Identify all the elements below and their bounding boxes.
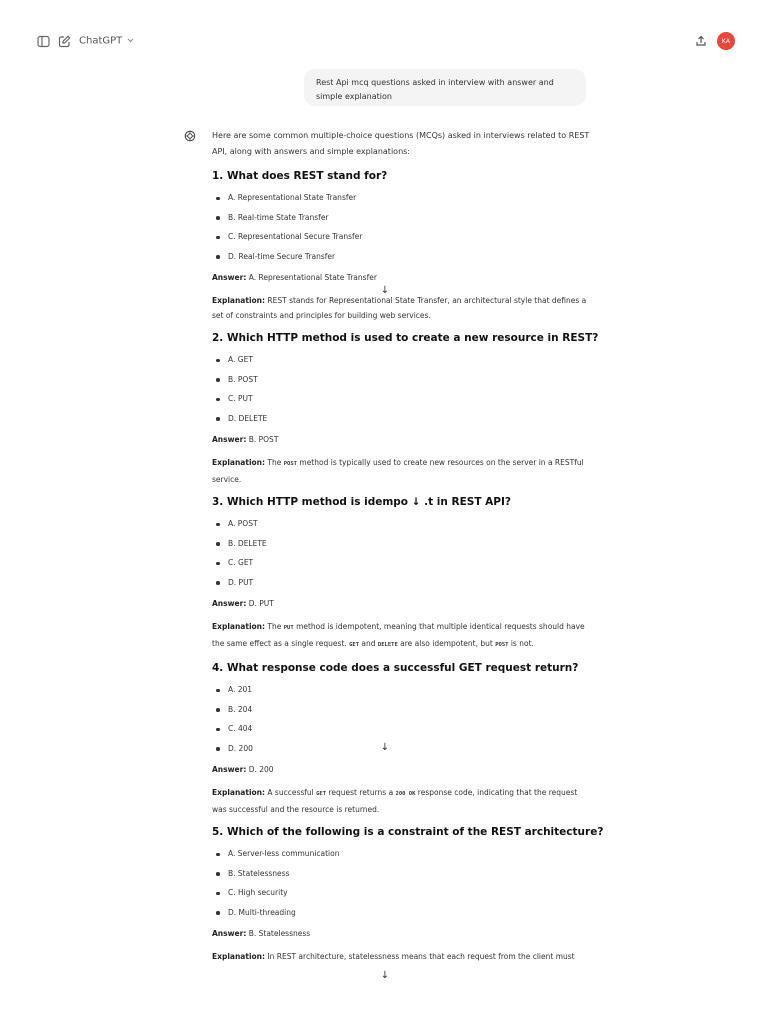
explanation-text: In REST architecture, statelessness means that each request from the client must	[267, 952, 575, 961]
answer-line	[212, 764, 592, 776]
answer-line	[212, 598, 592, 610]
answer-label: Answer:	[212, 599, 247, 608]
question-block	[212, 661, 592, 817]
option-item: D. Real-time Secure Transfer	[212, 247, 592, 267]
option-item: A. POST	[212, 514, 592, 534]
option-item: C. Representational Secure Transfer	[212, 227, 592, 247]
answer-text: D. PUT	[248, 599, 274, 608]
option-item: A. Representational State Transfer	[212, 188, 592, 208]
inline-code: PUT	[283, 625, 294, 631]
new-chat-icon[interactable]	[56, 33, 72, 49]
explanation	[212, 949, 592, 964]
explanation-label: Explanation:	[212, 458, 266, 467]
model-selector[interactable]	[79, 35, 134, 47]
option-item: D. Multi-threading	[212, 903, 592, 923]
explanation: Explanation: The POST method is typically used to create new resources on the server in a RESTful service.	[212, 458, 584, 484]
question-block	[212, 495, 592, 653]
top-bar	[0, 0, 768, 80]
answer-label: Answer:	[212, 929, 247, 938]
option-item: C. 404	[212, 719, 592, 739]
option-item: B. Statelessness	[212, 864, 592, 884]
chevron-down-icon	[127, 35, 134, 46]
explanation-label: Explanation:	[212, 788, 266, 797]
answer-line	[212, 434, 592, 446]
inline-code: GET	[349, 642, 360, 648]
inline-code: GET	[316, 791, 327, 797]
scroll-down-arrow-icon[interactable]: ↓	[380, 741, 390, 753]
answer-label: Answer:	[212, 273, 247, 282]
inline-code: DELETE	[377, 642, 398, 648]
answer-text: D. 200	[248, 765, 274, 774]
options-list	[212, 188, 592, 266]
sidebar-toggle-icon[interactable]	[35, 33, 51, 49]
answer-line	[212, 928, 592, 940]
answer-line	[212, 272, 592, 284]
option-item: B. Real-time State Transfer	[212, 208, 592, 228]
options-list	[212, 350, 592, 428]
option-item: B. POST	[212, 370, 592, 390]
option-item: A. GET	[212, 350, 592, 370]
option-item: C. PUT	[212, 389, 592, 409]
inline-code: POST	[495, 642, 509, 648]
question-title: 1. What does REST stand for?	[212, 170, 388, 182]
option-item: B. DELETE	[212, 534, 592, 554]
explanation: Explanation: A successful GET request returns a 200 OK response code, indicating that the request was successful and the resource is returned.	[212, 788, 578, 814]
scroll-down-arrow-icon[interactable]: ↓	[380, 284, 390, 296]
inline-code: POST	[283, 461, 297, 467]
response-intro: Here are some common multiple-choice questions (MCQs) asked in interviews related to REST API, along with answers and simple explanations:	[212, 131, 590, 156]
options-list	[212, 514, 592, 592]
question-title: 5. Which of the following is a constraint of the REST architecture?	[212, 826, 604, 838]
share-icon[interactable]	[693, 33, 709, 49]
question-block	[212, 331, 599, 487]
answer-text: A. Representational State Transfer	[248, 273, 377, 282]
inline-code: 200 OK	[395, 791, 416, 797]
option-item: D. 200	[212, 739, 592, 759]
avatar[interactable]: KA	[717, 32, 735, 50]
answer-text: B. Statelessness	[248, 929, 311, 938]
assistant-response	[212, 128, 604, 972]
option-item: A. Server-less communication	[212, 844, 592, 864]
answer-text: B. POST	[248, 435, 279, 444]
scroll-down-arrow-icon[interactable]: ↓	[380, 969, 390, 981]
explanation-label: Explanation:	[212, 952, 266, 961]
question-block	[212, 169, 592, 323]
explanation-label: Explanation:	[212, 622, 266, 631]
app-title: ChatGPT	[79, 35, 123, 47]
option-item: B. 204	[212, 700, 592, 720]
option-item: A. 201	[212, 680, 592, 700]
options-list	[212, 680, 592, 758]
option-item: D. PUT	[212, 573, 592, 593]
answer-label: Answer:	[212, 435, 247, 444]
explanation-text: REST stands for Representational State Transfer, an architectural style that defines a set of constraints and principles for building web services.	[212, 296, 587, 320]
question-block	[212, 825, 604, 964]
question-title: 4. What response code does a successful GET request return?	[212, 662, 579, 674]
user-message: Rest Api mcq questions asked in interview with answer and simple explanation	[304, 69, 586, 106]
options-list	[212, 844, 592, 922]
explanation: Explanation: The PUT method is idempotent, meaning that multiple identical requests should have the same effect as a single request. GET and DELETE are also idempotent, but POST is not.	[212, 622, 585, 648]
assistant-logo-icon	[184, 127, 196, 139]
explanation-label: Explanation:	[212, 296, 266, 305]
question-title: 2. Which HTTP method is used to create a new resource in REST?	[212, 332, 599, 344]
question-title: 3. Which HTTP method is idempo ↓ .t in REST API?	[212, 496, 511, 508]
option-item: C. GET	[212, 553, 592, 573]
option-item: D. DELETE	[212, 409, 592, 429]
option-item: C. High security	[212, 883, 592, 903]
explanation	[212, 293, 592, 323]
answer-label: Answer:	[212, 765, 247, 774]
